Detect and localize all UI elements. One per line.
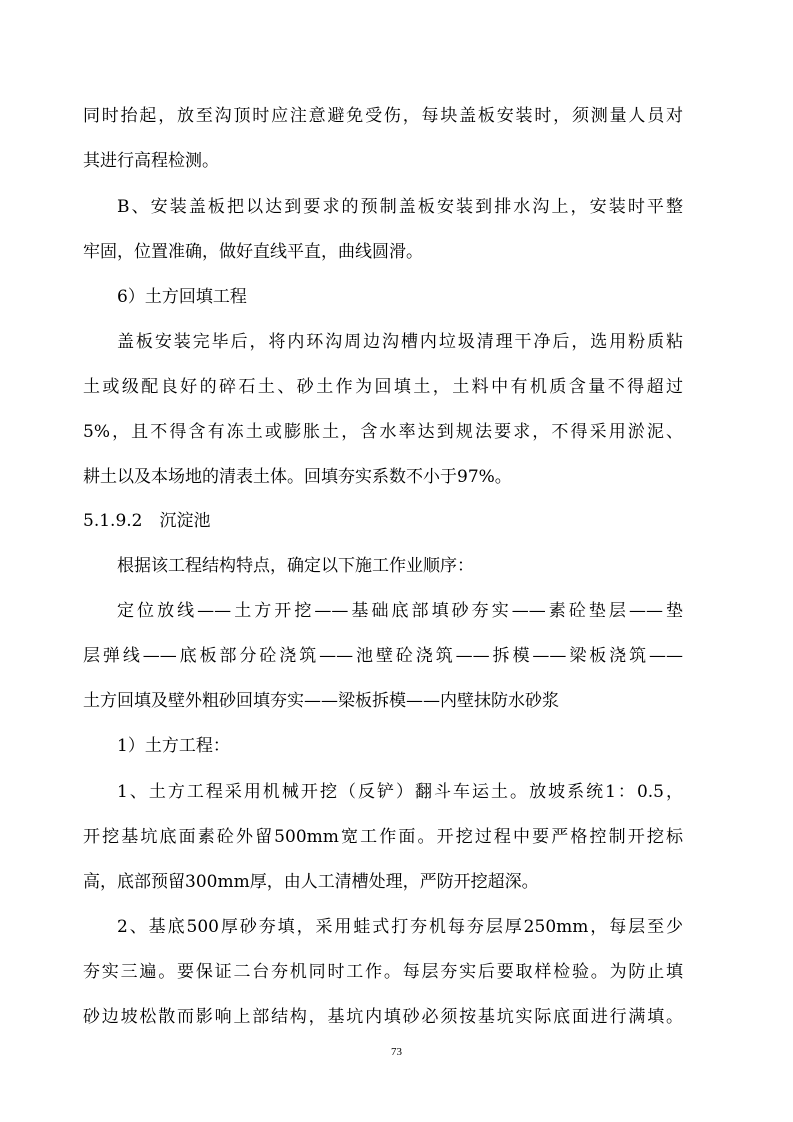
paragraph-line: 定位放线——土方开挖——基础底部填砂夯实——素砼垫层——垫 [117,601,683,621]
paragraph-line: 层弹线——底板部分砼浇筑——池壁砼浇筑——拆模——梁板浇筑—— [83,646,683,666]
paragraph-line: 土或级配良好的碎石土、砂土作为回填土，土料中有机质含量不得超过 [83,377,683,397]
page-number: 73 [391,1046,402,1058]
paragraph-line: 夯实三遍。要保证二台夯机同时工作。每层夯实后要取样检验。为防止填 [83,962,683,982]
section-heading: 5.1.9.2 沉淀池 [83,511,211,531]
paragraph-line: 耕土以及本场地的清表土体。回填夯实系数不小于97%。 [83,467,512,487]
paragraph-line: B、安装盖板把以达到要求的预制盖板安装到排水沟上，安装时平整 [117,197,683,217]
paragraph-line: 其进行高程检测。 [83,151,219,171]
paragraph-line: 盖板安装完毕后，将内环沟周边沟槽内垃圾清理干净后，选用粉质粘 [117,332,683,352]
paragraph-line: 同时抬起，放至沟顶时应注意避免受伤，每块盖板安装时，须测量人员对 [83,106,683,126]
paragraph-line: 2、基底500厚砂夯填，采用蛙式打夯机每夯层厚250mm，每层至少 [117,917,683,937]
paragraph-line: 高，底部预留300mm厚，由人工清槽处理，严防开挖超深。 [83,872,539,892]
paragraph-line: 1、土方工程采用机械开挖（反铲）翻斗车运土。放坡系统1：0.5， [117,782,683,802]
section-heading: 6）土方回填工程 [117,287,247,307]
paragraph-line: 土方回填及壁外粗砂回填夯实——梁板拆模——内壁抹防水砂浆 [83,691,559,711]
section-heading: 1）土方工程： [117,736,230,756]
paragraph-line: 根据该工程结构特点，确定以下施工作业顺序： [117,556,474,576]
paragraph-line: 开挖基坑底面素砼外留500mm宽工作面。开挖过程中要严格控制开挖标 [83,827,683,847]
paragraph-line: 牢固，位置准确，做好直线平直，曲线圆滑。 [83,242,423,262]
paragraph-line: 砂边坡松散而影响上部结构，基坑内填砂必须按基坑实际底面进行满填。 [83,1007,683,1027]
paragraph-line: 5%，且不得含有冻土或膨胀土，含水率达到规法要求，不得采用淤泥、 [83,422,683,442]
